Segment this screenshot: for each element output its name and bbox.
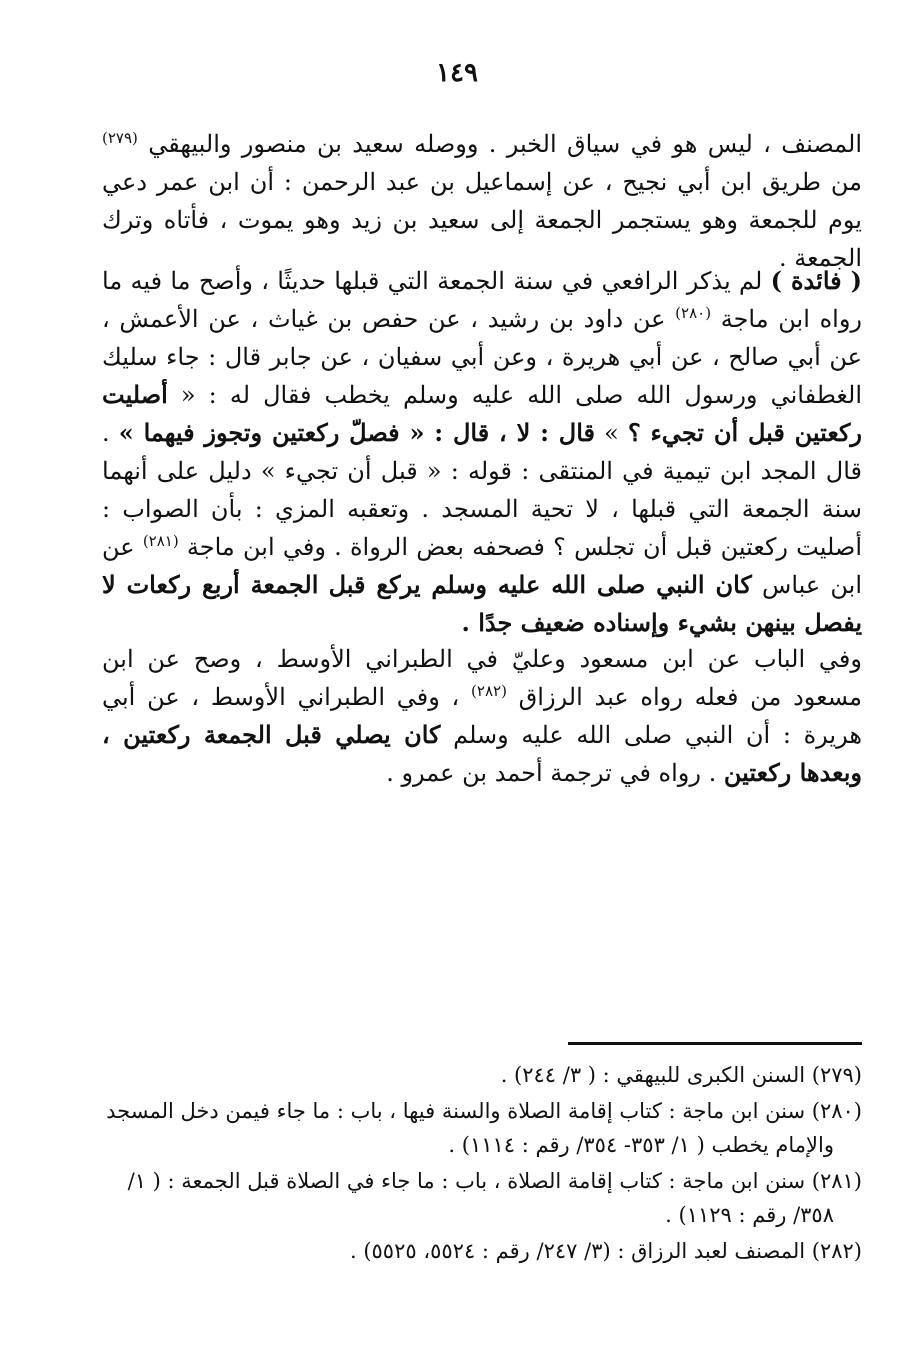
- paragraph-1-text: [102, 125, 862, 277]
- footnote-281: [102, 1164, 862, 1232]
- page-number: ١٤٩: [436, 58, 478, 88]
- paragraph-3-text: [102, 640, 862, 792]
- text-run: من طريق: [761, 168, 862, 196]
- hadith-quote: كان يصلي قبل الجمعة ركعتين ، وبعدها ركعتين: [102, 720, 862, 787]
- text-run: صلى الله عليه وسلم: [440, 721, 673, 749]
- fayda-label: ( فائدة ): [770, 266, 862, 295]
- paragraph-3: [102, 640, 862, 792]
- footnote-ref-279[interactable]: (٢٧٩): [102, 129, 138, 147]
- footnote-text: (٢٧٩) السنن الكبرى للبيهقي : ( ٣/ ٢٤٤) .: [500, 1063, 862, 1087]
- text-run: عن داود بن رشيد ، عن حفص بن غياث ، عن الأعمش ، عن: [102, 305, 862, 371]
- text-run: ورسول الله صلى الله عليه وسلم يخطب فقال له : «: [167, 381, 758, 409]
- text-run: . رواه في: [619, 759, 724, 787]
- footnote-text: والإمام يخطب ( ١/ ٣٥٣- ٣٥٤/ رقم : ١١١٤) .: [448, 1133, 834, 1157]
- text-run: وفي الباب عن ابن مسعود وعليّ في الطبراني الأوسط ، وصح عن ابن مسعود: [102, 645, 862, 711]
- text-run: يستجمر الجمعة إلى سعيد بن زيد وهو يموت ، فأتاه وترك الجمعة .: [102, 206, 862, 272]
- paragraph-1: [102, 125, 862, 277]
- paragraph-2: [102, 262, 862, 642]
- text-run: ابن أبي نجيح ، عن إسماعيل بن عبد الرحمن : أن ابن عمر دعي يوم للجمعة وهو: [102, 168, 862, 234]
- text-run: المصنف ، ليس هو في سياق الخبر . ووصله سعيد بن منصور والبيهقي: [137, 130, 862, 158]
- text-run: ترجمة أحمد بن عمرو .: [386, 759, 612, 787]
- footnotes: [102, 1058, 862, 1270]
- footnote-text: ٣٥٨/ رقم : ١١٢٩) .: [665, 1203, 834, 1227]
- text-run: أبي صالح ، عن أبي هريرة ، وعن أبي سفيان ، عن جابر قال : جاء سليك الغطفاني: [102, 343, 862, 409]
- footnote-ref-281[interactable]: (٢٨١): [142, 532, 179, 550]
- text-run: وفي ابن ماجة: [178, 533, 326, 561]
- footnote-279: [102, 1058, 862, 1092]
- footnote-text: (٢٨٠) سنن ابن ماجة : كتاب إقامة الصلاة والسنة فيها ، باب : ما جاء فيمن دخل المسجد: [106, 1099, 862, 1123]
- text-run: وتعقبه المزي : بأن الصواب : أصليت ركعتين قبل أن تجلس ؟ فصحفه بعض الرواة .: [102, 495, 862, 561]
- footnote-ref-280[interactable]: (٢٨٠): [675, 304, 712, 322]
- footnote-ref-282[interactable]: (٢٨٢): [471, 682, 507, 700]
- text-run: قوله : « قبل أن تجيء » دليل على أنهما سنة الجمعة التي قبلها ، لا تحية المسجد .: [102, 457, 862, 523]
- hadith-quote: الجمعة أربع ركعات لا يفصل بينهن بشيء وإسناده ضعيف جدًا .: [102, 570, 862, 637]
- text-run: عن ابن عباس: [102, 533, 862, 599]
- text-run: ، وفي الطبراني الأوسط ، عن أبي هريرة : أن النبي: [102, 683, 862, 749]
- text-run: . قال المجد ابن تيمية في المنتقى :: [102, 419, 862, 485]
- footnote-282: [102, 1234, 862, 1268]
- footnote-text: (٢٨٢) المصنف لعبد الرزاق : (٣/ ٢٤٧/ رقم : ٥٥٢٤، ٥٥٢٥) .: [349, 1239, 862, 1263]
- hadith-quote: كان النبي صلى الله عليه وسلم يركع قبل: [328, 570, 752, 599]
- text-run: رواه ابن ماجة: [711, 305, 862, 333]
- text-run: من فعله رواه عبد الرزاق: [506, 683, 782, 711]
- hadith-quote: قال : لا ، قال : « فصلّ ركعتين وتجوز فيهما »: [118, 418, 596, 447]
- footnote-280: [102, 1094, 862, 1162]
- paragraph-2-text: [102, 262, 862, 642]
- hadith-quote: أصليت ركعتين قبل أن تجيء ؟: [102, 380, 863, 447]
- text-run: »: [604, 419, 628, 447]
- footnote-text: (٢٨١) سنن ابن ماجة : كتاب إقامة الصلاة ، باب : ما جاء في الصلاة قبل الجمعة : ( ١/: [127, 1169, 862, 1193]
- text-run: لم يذكر الرافعي في سنة الجمعة التي قبلها حديثًا ، وأصح ما فيه ما: [102, 267, 771, 295]
- footnote-divider: [568, 1042, 862, 1045]
